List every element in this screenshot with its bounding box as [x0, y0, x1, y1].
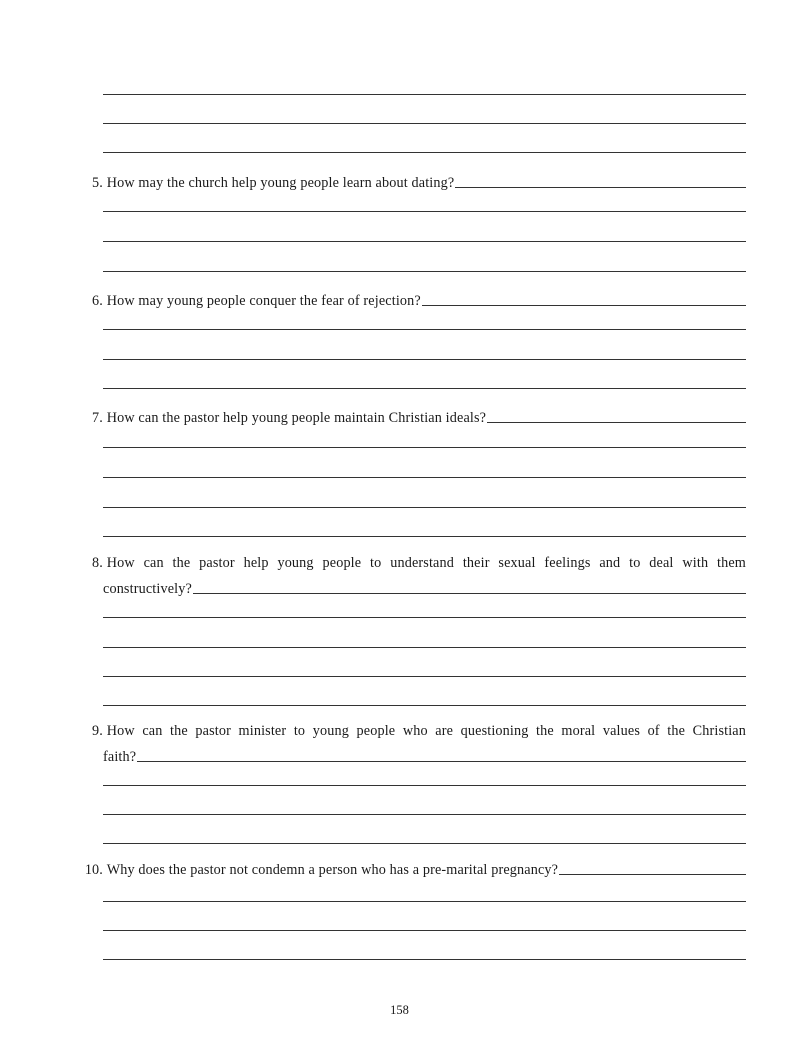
- answer-line[interactable]: [103, 359, 746, 360]
- answer-line[interactable]: [103, 211, 746, 212]
- question-9: [84, 718, 746, 770]
- question-7: [84, 405, 746, 431]
- answer-line[interactable]: [455, 187, 746, 188]
- answer-line[interactable]: [103, 814, 746, 815]
- answer-line[interactable]: [103, 959, 746, 960]
- question-number: 6.: [92, 293, 103, 309]
- answer-line[interactable]: [103, 901, 746, 902]
- question-text: How can the pastor help young people to understand their sexual feelings and to deal with them: [106, 555, 746, 571]
- answer-line[interactable]: [193, 593, 746, 594]
- answer-line[interactable]: [103, 843, 746, 844]
- answer-line[interactable]: [103, 617, 746, 618]
- question-number: 5.: [92, 175, 103, 191]
- question-number: 10.: [84, 862, 103, 878]
- question-text-continuation: constructively?: [103, 581, 192, 597]
- answer-line[interactable]: [103, 388, 746, 389]
- answer-line[interactable]: [103, 785, 746, 786]
- answer-line[interactable]: [137, 761, 746, 762]
- answer-line[interactable]: [103, 507, 746, 508]
- question-number: 8.: [92, 555, 103, 571]
- answer-line[interactable]: [103, 477, 746, 478]
- answer-line[interactable]: [103, 676, 746, 677]
- answer-line[interactable]: [487, 422, 746, 423]
- question-number: 9.: [92, 723, 103, 739]
- question-text: How may the church help young people learn about dating?: [106, 175, 455, 191]
- answer-line[interactable]: [103, 94, 746, 95]
- question-text: How can the pastor help young people maintain Christian ideals?: [106, 410, 487, 426]
- answer-line[interactable]: [103, 647, 746, 648]
- answer-line[interactable]: [422, 305, 746, 306]
- question-text: How may young people conquer the fear of rejection?: [106, 293, 421, 309]
- answer-line[interactable]: [103, 329, 746, 330]
- answer-line[interactable]: [559, 874, 746, 875]
- question-text: How can the pastor minister to young people who are questioning the moral values of the Christian: [106, 723, 746, 739]
- answer-line[interactable]: [103, 930, 746, 931]
- question-6: [84, 288, 746, 314]
- question-text-continuation: faith?: [103, 749, 137, 765]
- answer-line[interactable]: [103, 241, 746, 242]
- answer-line[interactable]: [103, 536, 746, 537]
- answer-line[interactable]: [103, 705, 746, 706]
- question-10: [77, 857, 746, 883]
- question-text: Why does the pastor not condemn a person who has a pre-marital pregnancy?: [106, 862, 559, 878]
- question-5: [84, 170, 746, 196]
- answer-line[interactable]: [103, 152, 746, 153]
- answer-line[interactable]: [103, 447, 746, 448]
- answer-line[interactable]: [103, 271, 746, 272]
- question-8: [84, 550, 746, 602]
- answer-line[interactable]: [103, 123, 746, 124]
- question-number: 7.: [92, 410, 103, 426]
- page-number: 158: [390, 1003, 409, 1017]
